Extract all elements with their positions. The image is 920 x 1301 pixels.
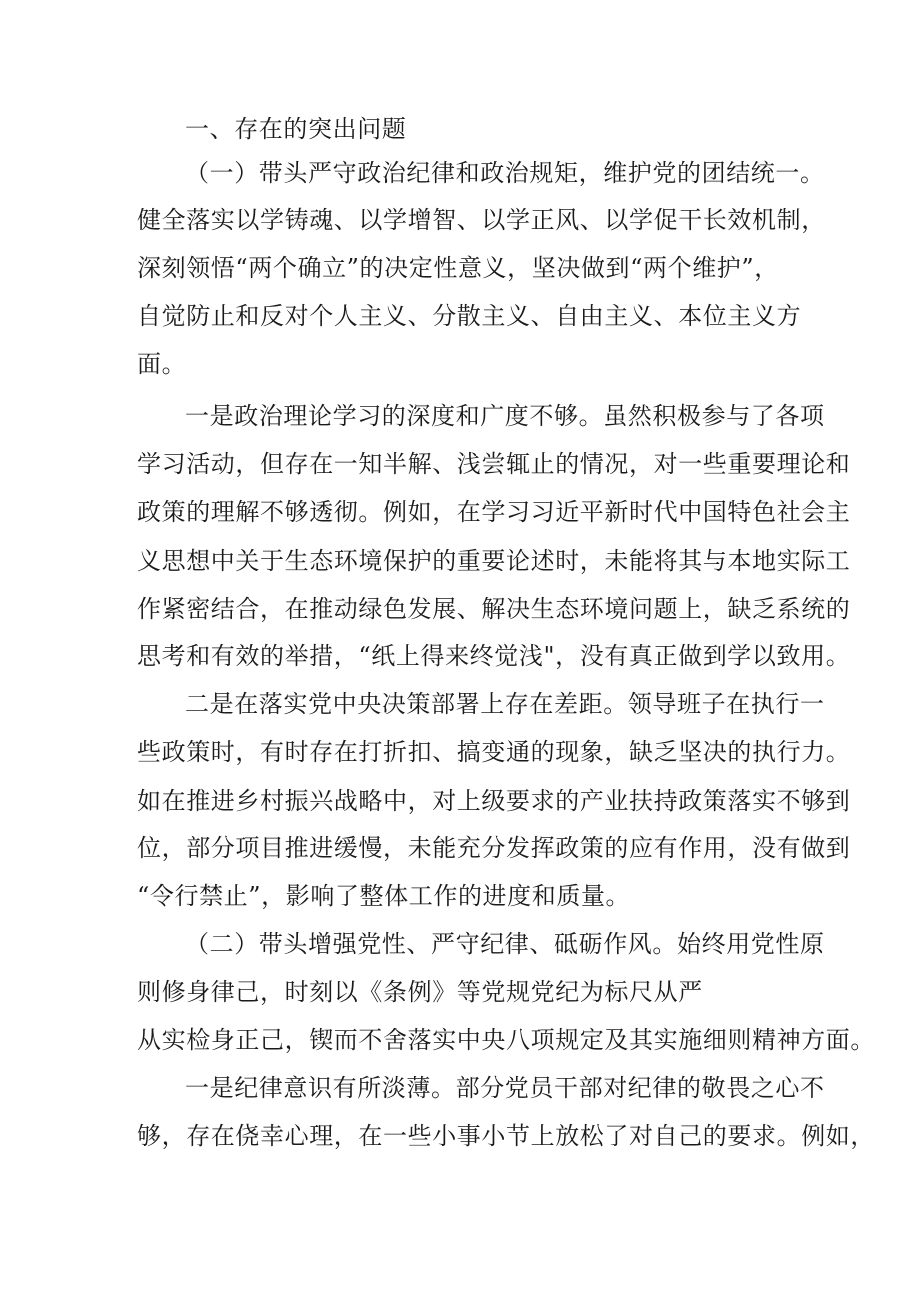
- paragraph-line: 深刻领悟“两个确立”的决定性意义，坚决做到“两个维护”，: [137, 254, 779, 282]
- subsection-title-2: （二）带头增强党性、严守纪律、砥砺作风。始终用党性原: [185, 930, 825, 958]
- paragraph-line: 作紧密结合，在推动绿色发展、解决生态环境问题上，缺乏系统的: [137, 595, 851, 623]
- paragraph-line: 学习活动，但存在一知半解、浅尝辄止的情况，对一些重要理论和: [137, 450, 851, 478]
- paragraph-line: 政策的理解不够透彻。例如，在学习习近平新时代中国特色社会主: [137, 498, 851, 526]
- subsection-title-1: （一）带头严守政治纪律和政治规矩，维护党的团结统一。: [185, 159, 825, 187]
- paragraph-line: 义思想中关于生态环境保护的重要论述时，未能将其与本地实际工: [137, 547, 851, 575]
- paragraph-line: 面。: [137, 350, 187, 378]
- paragraph-line: 如在推进乡村振兴战略中，对上级要求的产业扶持政策落实不够到: [137, 787, 851, 815]
- paragraph-line: 一是政治理论学习的深度和广度不够。虽然积极参与了各项: [185, 402, 825, 430]
- paragraph-line: 则修身律己，时刻以《条例》等党规党纪为标尺从严: [137, 978, 703, 1006]
- paragraph-line: “令行禁止”，影响了整体工作的进度和质量。: [137, 882, 631, 910]
- paragraph-line: 自觉防止和反对个人主义、分散主义、自由主义、本位主义方: [137, 302, 802, 330]
- paragraph-line: 够，存在侥幸心理，在一些小事小节上放松了对自己的要求。例如，: [137, 1122, 875, 1150]
- paragraph-line: 些政策时，有时存在打折扣、搞变通的现象，缺乏坚决的执行力。: [137, 738, 851, 766]
- paragraph-line: 二是在落实党中央决策部署上存在差距。领导班子在执行一: [185, 690, 825, 718]
- paragraph-line: 思考和有效的举措，“纸上得来终觉浅"，没有真正做到学以致用。: [137, 642, 851, 670]
- section-heading: 一、存在的突出问题: [185, 115, 407, 143]
- paragraph-line: 位，部分项目推进缓慢，未能充分发挥政策的应有作用，没有做到: [137, 834, 851, 862]
- paragraph-line: 健全落实以学铸魂、以学增智、以学正风、以学促干长效机制，: [137, 206, 826, 234]
- paragraph-line: 从实检身正己，锲而不舍落实中央八项规定及其实施细则精神方面。: [137, 1026, 875, 1054]
- paragraph-line: 一是纪律意识有所淡薄。部分党员干部对纪律的敬畏之心不: [185, 1074, 825, 1102]
